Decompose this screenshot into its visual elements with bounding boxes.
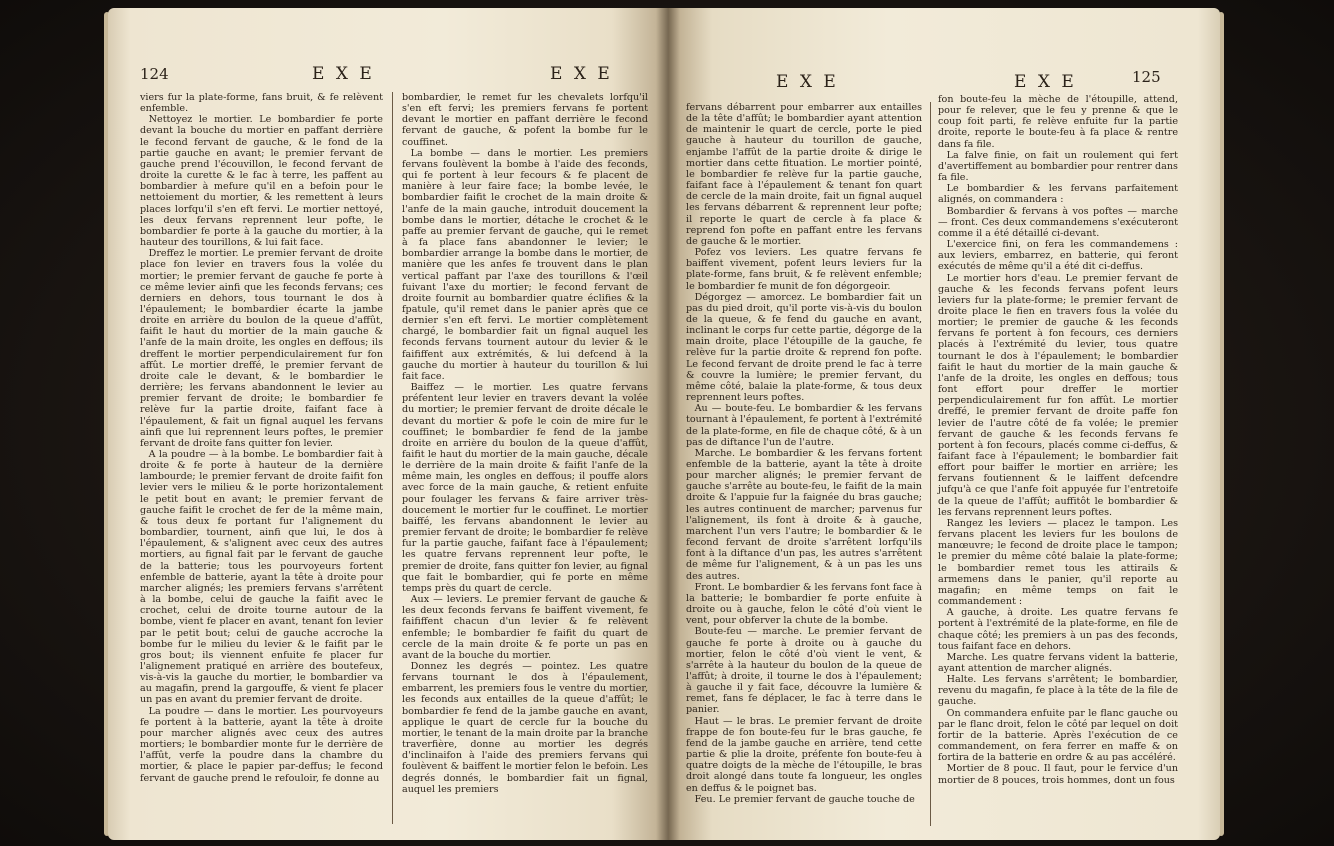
left-page: [108, 8, 668, 840]
paragraph: La falve finie, on fait un roulement qui fert d'avertiffement au bombardier pour rentrer dans fa file.: [938, 149, 1178, 184]
column-rule: [930, 102, 931, 826]
right-page: [668, 8, 1220, 840]
paragraph: Donnez les degrés — pointez. Les quatre fervans tournant le dos à l'épaulement, embarrent, les premiers fous le ventre du mortier, les feconds aux entailles de la queue d'affût; le bombardier fe fend de la jambe gauche en avant, applique le quart de cercle fur la bouche du mortier, le tenant de la main droite par la branche traverfière, donne au mortier les degrés d'inclinaifon à l'aide des premiers fervans qui foulèvent & baiffent le mortier felon le befoin. Les degrés donnés, le bombardier fait un fignal, auquel les premiers: [402, 660, 648, 795]
paragraph: Dégorgez — amorcez. Le bombardier fait un pas du pied droit, qu'il porte vis-à-vis du boulon de la queue, & fe fend du gauche en avant, inclinant le corps fur cette partie, dégorge de la main droite, place l'étoupille de la gauche, fe relève fur la partie droite & reprend fon pofte. Le fecond fervant de droite prend le fac à terre & couvre la lumière; le premier fervant, du même côté, balaie la plate-forme, & tous deux reprennent leurs poftes.: [686, 291, 922, 404]
page-number: 124: [140, 65, 169, 83]
running-head: E X E: [550, 64, 613, 84]
paragraph: La poudre — dans le mortier. Les pourvoyeurs fe portent à la batterie, ayant la tête à droite pour marcher alignés avec ceux des autres mortiers; le bombardier monte fur le derrière de l'affût, verfe la poudre dans la chambre du mortier, & place le papier par-deffus; le fecond fervant de gauche prend le refouloir, fe donne au: [140, 705, 383, 784]
text-column-2: [402, 92, 648, 795]
text-column-3: [686, 102, 922, 805]
text-column-1: [140, 92, 383, 784]
paragraph: Pofez vos leviers. Les quatre fervans fe baiffent vivement, pofent leurs leviers fur la plate-forme, fans bruit, & fe relèvent enfemble; le bombardier fe munit de fon dégorgeoir.: [686, 247, 922, 292]
book-gutter: [656, 8, 680, 840]
paragraph: On commandera enfuite par le flanc gauche ou par le flanc droit, felon le côté par lequel on doit fortir de la batterie. Après l'exécution de ce commandement, on fera ferrer en maffe & on fortira de la batterie en ordre & au pas accéléré.: [938, 707, 1178, 764]
running-head: E X E: [1014, 72, 1077, 92]
paragraph: Feu. Le premier fervant de gauche touche de: [694, 793, 915, 805]
paragraph: Mortier de 8 pouc. Il faut, pour le fervice d'un mortier de 8 pouces, trois hommes, dont un fous: [938, 763, 1178, 786]
paragraph: La bombe — dans le mortier. Les premiers fervans foulèvent la bombe à l'aide des feconds, qui fe portent à leur fecours & fe placent de manière à leur faire face; la bombe levée, le bombardier faifit le crochet de la main droite & l'anfe de la main gauche, introduit doucement la bombe dans le mortier, détache le crochet & le paffe au premier fervant de gauche, qui le remet à fa place fans abandonner le levier; le bombardier arrange la bombe dans le mortier, de manière que les anfes fe trouvent dans le plan vertical paffant par l'axe des tourillons & l'œil fuivant l'axe du mortier; le fecond fervant de droite fournit au bombardier quatre éclifies & la fpatule, qu'il remet dans le panier après que ce dernier s'en eft fervi. Le mortier complètement chargé, le bombardier fait un fignal auquel les feconds fervans tournent autour du levier & le faififfent aux extrémités, & lui defcend à la gauche du mortier à hauteur du tourillon & lui fait face.: [402, 147, 648, 382]
left-page-header: [140, 64, 650, 90]
paragraph: Marche. Le bombardier & les fervans fortent enfemble de la batterie, ayant la tête à droite pour marcher alignés; le premier fervant de gauche s'arrête au boute-feu, le faifit de la main droite & l'appuie fur la faignée du bras gauche; les autres continuent de marcher; parvenus fur l'alignement, ils font à droite & à gauche, marchent l'un vers l'autre; le bombardier & le fecond fervant de droite s'arrêtent lorfqu'ils font à la diftance d'un pas, les autres s'arrêtent de même fur l'alignement, & à un pas les uns des autres.: [686, 447, 922, 582]
paragraph: Au — boute-feu. Le bombardier & les fervans tournant à l'épaulement, fe portent à l'extrémité de la plate-forme, en file de chaque côté, & à un pas de diftance l'un de l'autre.: [686, 403, 923, 448]
paragraph: Le bombardier & les fervans parfaitement alignés, on commandera :: [938, 183, 1178, 206]
paragraph: Haut — le bras. Le premier fervant de droite frappe de fon boute-feu fur le bras gauche, fe fend de la jambe gauche en arrière, tend cette partie & plie la droite, préfente fon boute-feu à quatre doigts de la mèche de l'étoupille, le bras droit alongé dans toute fa longueur, les ongles en deffus & le poignet bas.: [686, 715, 922, 794]
paragraph: Front. Le bombardier & les fervans font face à la batterie; le bombardier fe porte enfuite à droite ou à gauche, felon le côté d'où vient le vent, pour obferver la chute de la bombe.: [686, 581, 922, 627]
paragraph: Bombardier & fervans à vos poftes — marche — front. Ces deux commandemens s'exécuteront comme il a été détaillé ci-devant.: [938, 205, 1178, 239]
paragraph: viers fur la plate-forme, fans bruit, & fe relèvent enfemble.: [140, 92, 383, 115]
paragraph: Le mortier hors d'eau. Le premier fervant de gauche & les feconds fervans pofent leurs leviers fur la plate-forme; le premier fervant de droite place le fien en travers fous la volée du mortier; le premier de gauche & les feconds fervans fe portent à fon fecours, ces derniers placés à l'extrémité du levier, tous quatre tournant le dos à l'épaulement; le bombardier faifit le haut du mortier de la main gauche & l'anfe de la droite, les ongles en deffous; tous font effort pour dreffer le mortier perpendiculairement fur fon affût. Le mortier dreffé, le premier fervant de droite paffe fon levier de l'autre côté de fa volée; le premier fervant de gauche & les feconds fervans fe portent à fon fecours, placés comme ci-deffus, & faifant face à l'épaulement; le bombardier fait effort pour baiffer le mortier en arrière; les fervans foutiennent & le laiffent defcendre jufqu'à ce que l'anfe foit appuyée fur l'entretoife de la queue de l'affût; auffitôt le bombardier & les fervans reprennent leurs poftes.: [938, 272, 1178, 518]
text-column-4: [938, 94, 1178, 786]
paragraph: Aux — leviers. Le premier fervant de gauche & les deux feconds fervans fe baiffent vivement, fe faififfent chacun d'un levier & fe relèvent enfemble; le bombardier fe faifit du quart de cercle de la main droite & fe porte un pas en avant de la bouche du mortier.: [402, 594, 648, 661]
paragraph: A gauche, à droite. Les quatre fervans fe portent à l'extrémité de la plate-forme, en file de chaque côté; les premiers à un pas des feconds, tous faifant face en dehors.: [938, 607, 1178, 652]
paragraph: L'exercice fini, on fera les commandemens : aux leviers, embarrez, en batterie, qui feront exécutés de même qu'il a été dit ci-deffus.: [938, 239, 1178, 273]
paragraph: fon boute-feu la mèche de l'étoupille, attend, pour fe relever, que le feu y prenne & que le coup foit parti, fe relève enfuite fur la partie droite, reporte le boute-feu à fa place & rentre dans fa file.: [938, 94, 1178, 150]
page-number: 125: [1132, 68, 1161, 86]
running-head: E X E: [776, 72, 839, 92]
paragraph: bombardier, le remet fur les chevalets lorfqu'il s'en eft fervi; les premiers fervans fe portent devant le mortier en paffant derrière le fecond fervant de gauche, & pofent la bombe fur le couffinet.: [402, 92, 648, 148]
paragraph: Baiffez — le mortier. Les quatre fervans préfentent leur levier en travers devant la volée du mortier; le premier fervant de droite décale le devant du mortier & pofe le coin de mire fur le couffinet; le bombardier fe fend de la jambe droite en arrière du boulon de la queue d'affût, faifit le haut du mortier de la main gauche, décale le derrière de la main droite & faifit l'anfe de la même main, les ongles en deffous; il pouffe alors avec force de la main gauche, & retient enfuite pour foulager les fervans & faire arriver très-doucement le mortier fur le couffinet. Le mortier baiffé, les fervans abandonnent le levier au premier fervant de droite; le bombardier fe relève fur la partie gauche, faifant face à l'épaulement; les quatre fervans reprennent leur pofte, le premier de droite, fans quitter fon levier, au fignal que fait le bombardier, qui fe porte en même temps près du quart de cercle.: [402, 382, 648, 594]
column-rule: [392, 92, 393, 824]
open-book: [108, 8, 1220, 840]
paragraph: A la poudre — à la bombe. Le bombardier fait à droite & fe porte à hauteur de la dernière lambourde; le premier fervant de droite faifit fon levier vers le milieu & le porte horizontalement le petit bout en avant; le premier fervant de gauche faifit le crochet de fer de la même main, & tous deux fe portant fur l'alignement du bombardier, tournent, ainfi que lui, le dos à l'épaulement, & s'alignent avec ceux des autres mortiers, au fignal fait par le fervant de gauche de la batterie; tous les pourvoyeurs fortent enfemble de batterie, ayant la tête à droite pour marcher alignés; les premiers fervans s'arrêtent à la bombe, celui de gauche la faifit avec le crochet, celui de droite tourne autour de la bombe, vient fe placer en avant, tenant fon levier par le petit bout; celui de gauche accroche la bombe fur le milieu du levier & le faifit par le gros bout; ils viennent enfuite fe placer fur l'alignement pratiqué en arrière des boutefeux, vis-à-vis la gauche du mortier, le bombardier va au magafin, prend la gargouffe, & vient fe placer un pas en avant du premier fervant de droite.: [140, 449, 383, 706]
paragraph: Nettoyez le mortier. Le bombardier fe porte devant la bouche du mortier en paffant derrière le fecond fervant de gauche, & le fond de la partie gauche en avant; le premier fervant de gauche prend l'écouvillon, le fecond fervant de droite la curette & le fac à terre, les paffent au bombardier à mefure qu'il en a befoin pour le nettoiement du mortier, & les remettent à leurs places lorfqu'il s'en eft fervi. Le mortier nettoyé, les deux fervans reprennent leur pofte, le bombardier fe porte à la gauche du mortier, à la hauteur des tourillons, & lui fait face.: [140, 114, 383, 249]
paragraph: Rangez les leviers — placez le tampon. Les fervans placent les leviers fur les boulons de manœuvre; le fecond de droite place le tampon; le premier du même côté balaie la plate-forme; le bombardier remet tous les attirails & armemens dans le panier, qu'il reporte au magafin; en même temps on fait le commandement :: [938, 517, 1178, 608]
paragraph: Dreffez le mortier. Le premier fervant de droite place fon levier en travers fous la volée du mortier; le premier fervant de gauche fe porte à ce même levier ainfi que les feconds fervans; ces derniers en dehors, tous tournant le dos à l'épaulement; le bombardier écarte la jambe droite en arrière du boulon de la queue d'affût, faifit le haut du mortier de la main gauche & l'anfe de la main droite, les ongles en deffous; ils dreffent le mortier perpendiculairement fur fon affût. Le mortier dreffé, le premier fervant de droite cale le devant, & le bombardier le derrière; les fervans abandonnent le levier au premier fervant de droite; le bombardier fe relève fur la partie droite, faifant face à l'épaulement, & fait un fignal auquel les fervans ainfi que lui reprennent leurs poftes, le premier fervant de droite fans quitter fon levier.: [140, 248, 383, 449]
paragraph: fervans débarrent pour embarrer aux entailles de la tête d'affût; le bombardier ayant attention de maintenir le quart de cercle, porte le pied gauche à hauteur du tourillon de gauche, enjambe l'affût de la partie droite & dirige le mortier dans cette fituation. Le mortier pointé, le bombardier fe relève fur la partie gauche, faifant face à l'épaulement & tenant fon quart de cercle de la main droite, fait un fignal auquel les fervans débarrent & reprennent leur pofte; il reporte le quart de cercle à fa place & reprend fon pofte en paffant entre les fervans de gauche & le mortier.: [686, 102, 922, 247]
running-head: E X E: [312, 64, 375, 84]
paragraph: Halte. Les fervans s'arrêtent; le bombardier, revenu du magafin, fe place à la tête de la file de gauche.: [938, 674, 1178, 708]
paragraph: Marche. Les quatre fervans vident la batterie, ayant attention de marcher alignés.: [938, 651, 1178, 674]
paragraph: Boute-feu — marche. Le premier fervant de gauche fe porte à droite ou à gauche du mortier, felon le côté d'où vient le vent, & s'arrête à la hauteur du boulon de la queue de l'affût; à droite, il tourne le dos à l'épaulement; à gauche il y fait face, découvre la lumière & remet, fans fe déplacer, le fac à terre dans le panier.: [686, 626, 922, 716]
